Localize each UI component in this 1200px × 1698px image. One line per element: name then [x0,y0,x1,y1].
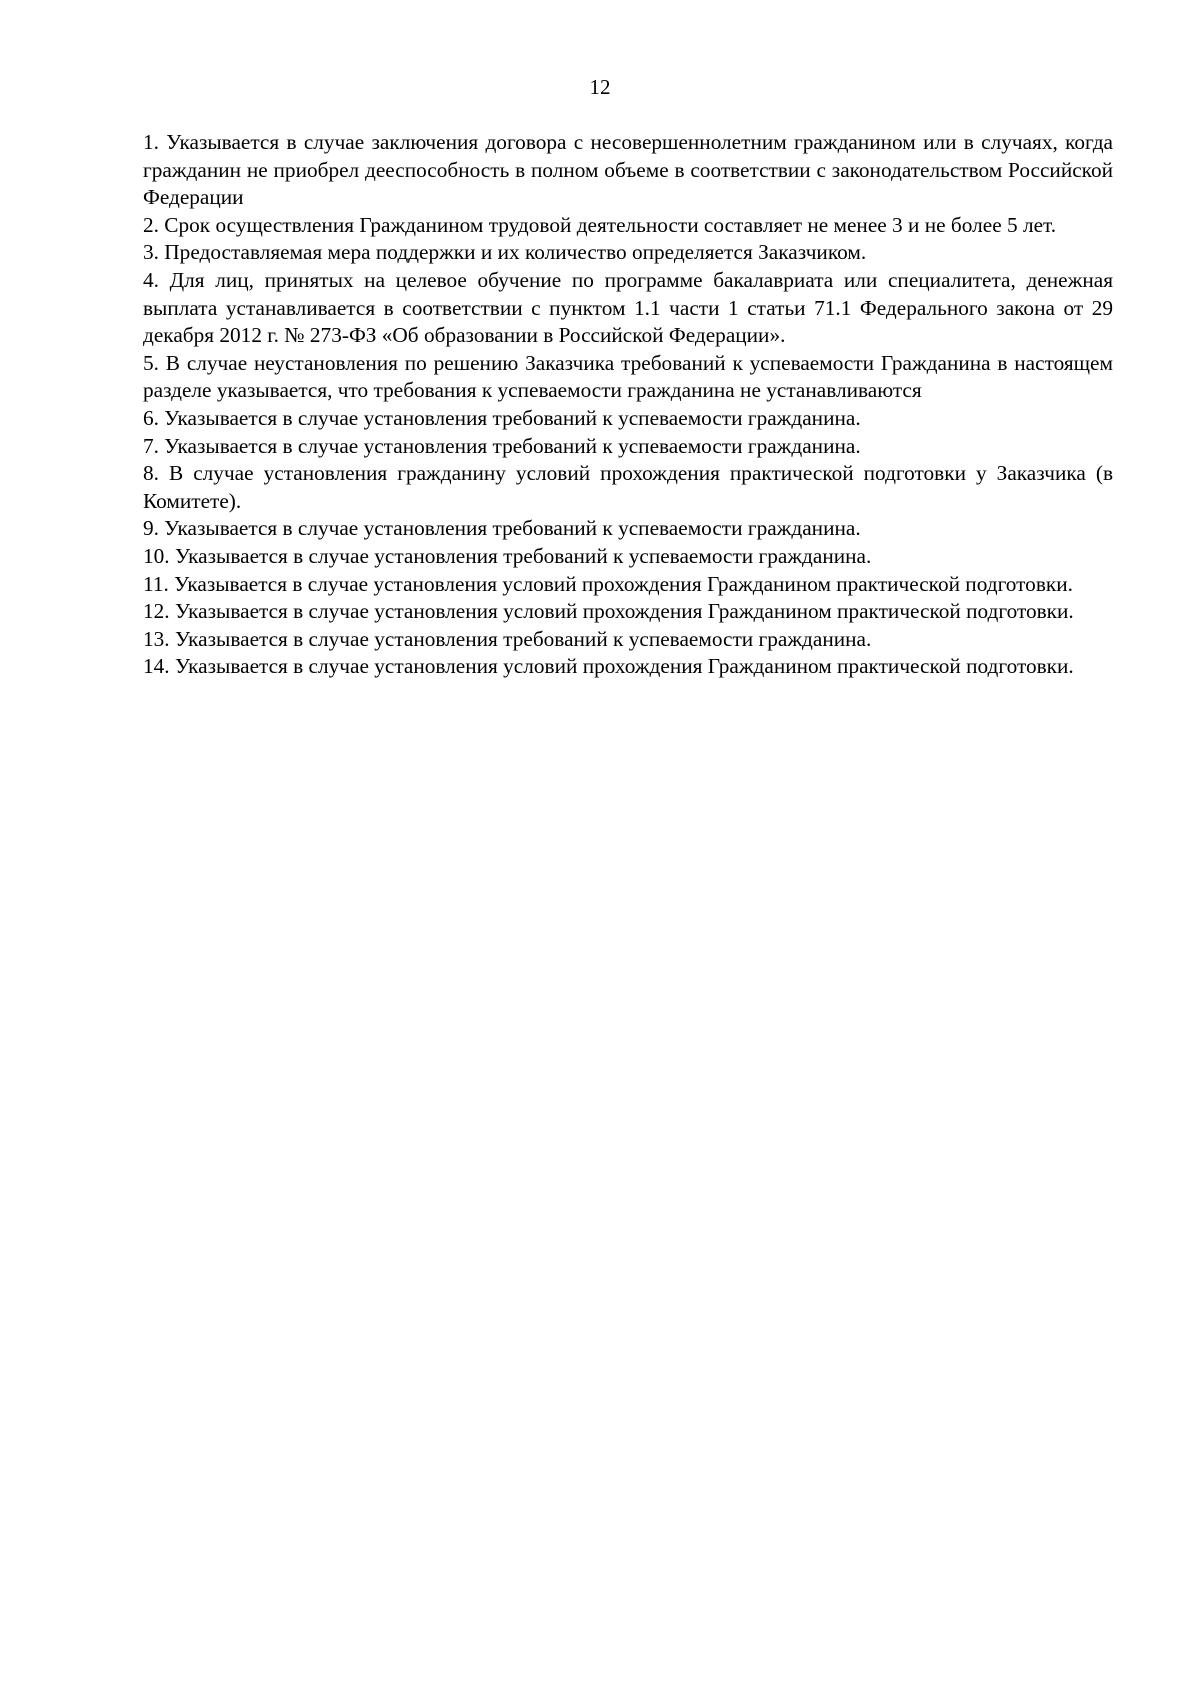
page-number: 12 [589,75,611,99]
footnote-3: 3. Предоставляемая мера поддержки и их количество определяется Заказчиком. [143,240,867,265]
footnote-5: 5. В случае неустановления по решению Заказчика требований к успеваемости Гражданина в настоящем разделе указывается, что требования к успеваемости гражданина не устанавливаются [143,350,1113,403]
footnote-2: 2. Срок осуществления Гражданином трудовой деятельности составляет не менее 3 и не более 5 лет. [143,212,1057,237]
footnote-1: 1. Указывается в случае заключения договора с несовершеннолетним гражданином или в случаях, когда гражданин не приобрел дееспособность в полном объеме в соответствии с законодательством Российской Федерации [143,130,1113,210]
footnote-11: 11. Указывается в случае установления условий прохождения Гражданином практической подготовки. [143,571,1073,596]
footnote-13: 13. Указывается в случае установления требований к успеваемости гражданина. [143,626,872,651]
footnote-8: 8. В случае установления гражданину условий прохождения практической подготовки у Заказчика (в Комитете). [143,461,1113,513]
footnote-10: 10. Указывается в случае установления требований к успеваемости гражданина. [143,543,872,568]
footnotes-list [143,129,1113,681]
footnote-14: 14. Указывается в случае установления условий прохождения Гражданином практической подготовки. [143,654,1074,679]
footnote-9: 9. Указывается в случае установления требований к успеваемости гражданина. [143,516,861,541]
footnote-4: 4. Для лиц, принятых на целевое обучение по программе бакалавриата или специалитета, денежная выплата устанавливается в соответствии с пунктом 1.1 части 1 статьи 71.1 Федерального закона от 29 декабря 2012 г. № 273-ФЗ «Об образовании в Российской Федерации». [143,267,1113,348]
footnote-6: 6. Указывается в случае установления требований к успеваемости гражданина. [143,405,861,430]
footnote-12: 12. Указывается в случае установления условий прохождения Гражданином практической подготовки. [143,599,1074,624]
footnote-7: 7. Указывается в случае установления требований к успеваемости гражданина. [143,433,861,458]
